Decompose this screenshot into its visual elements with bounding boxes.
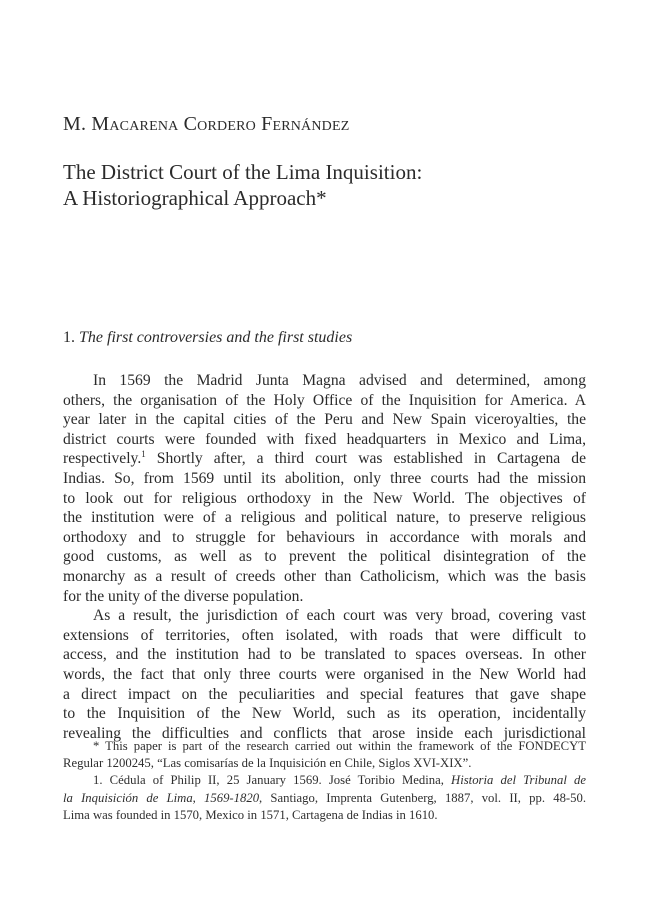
body-line: words, the fact that only three courts were organised in the New World had (63, 665, 586, 683)
body-line: the institution were of a religious and political nature, to preserve religious (63, 509, 586, 527)
body-line: In 1569 the Madrid Junta Magna advised and determined, among (93, 372, 586, 389)
body-line-start: respectively. (63, 450, 142, 468)
body-line: for the unity of the diverse population. (63, 587, 304, 605)
body-line: a direct impact on the peculiarities and special features that gave shape (63, 685, 586, 703)
footnote-1-line-1 (63, 772, 586, 789)
footnote-ref-1: 1 (141, 449, 146, 460)
body-line: extensions of territories, often isolated, with roads that were difficult to (63, 626, 586, 644)
footnote-1-text: 1. Cédula of Philip II, 25 January 1569. José Toribio Medina, (93, 773, 452, 788)
title-line-2: A Historiographical Approach* (63, 186, 327, 210)
body-line (63, 449, 586, 469)
body-line: monarchy as a result of creeds other than Catholicism, which was the basis (63, 567, 586, 585)
body-line: good customs, as well as to prevent the political disintegration of the (63, 548, 586, 566)
body-line: orthodoxy and to struggle for behaviours in accordance with morals and (63, 528, 586, 546)
body-line: year later in the capital cities of the Peru and New Spain viceroyalties, the (63, 411, 586, 429)
body-line: district courts were founded with fixed headquarters in Mexico and Lima, (63, 430, 586, 448)
footnote-1-book-title-cont: la Inquisición de Lima, 1569-1820 (63, 790, 260, 805)
body-line: Indias. So, from 1569 until its abolition, only three courts had the mission (63, 469, 586, 487)
section-title: The first controversies and the first studies (79, 329, 353, 346)
author-name: M. Macarena Cordero Fernández (63, 113, 350, 135)
section-heading (63, 329, 563, 347)
body-line-end: Shortly after, a third court was established in Cartagena de (156, 450, 586, 468)
footnote-1-line-3: Lima was founded in 1570, Mexico in 1571, Cartagena de Indias in 1610. (63, 807, 438, 822)
body-line: to the Inquisition of the New World, such as its operation, incidentally (63, 705, 586, 723)
title-line-1: The District Court of the Lima Inquisition: (63, 160, 423, 184)
body-line: revealing the difficulties and conflicts that arose inside each jurisdictional (63, 724, 586, 742)
footnotes (63, 738, 586, 824)
footnote-1-book-title: Historia del Tribunal de (451, 773, 586, 788)
paper-title (63, 159, 583, 211)
section-number: 1. (63, 329, 75, 346)
body-line: access, and the institution had to be translated to spaces overseas. In other (63, 646, 586, 664)
body-line: to look out for religious orthodoxy in the New World. The objectives of (63, 489, 586, 507)
footnote-1-publication: , Santiago, Imprenta Gutenberg, 1887, vol. II, pp. 48-50. (259, 790, 587, 805)
body-line: As a result, the jurisdiction of each court was very broad, covering vast (93, 607, 586, 625)
footnote-star-line-1: * This paper is part of the research carried out within the framework of the FONDECYT (93, 739, 586, 753)
footnote-1-line-2 (63, 790, 586, 807)
footnote-star-line-2: Regular 1200245, “Las comisarías de la Inquisición en Chile, Siglos XVI-XIX”. (63, 756, 472, 771)
body-line: others, the organisation of the Holy Office of the Inquisition for America. A (63, 391, 586, 409)
body-text (63, 371, 586, 743)
